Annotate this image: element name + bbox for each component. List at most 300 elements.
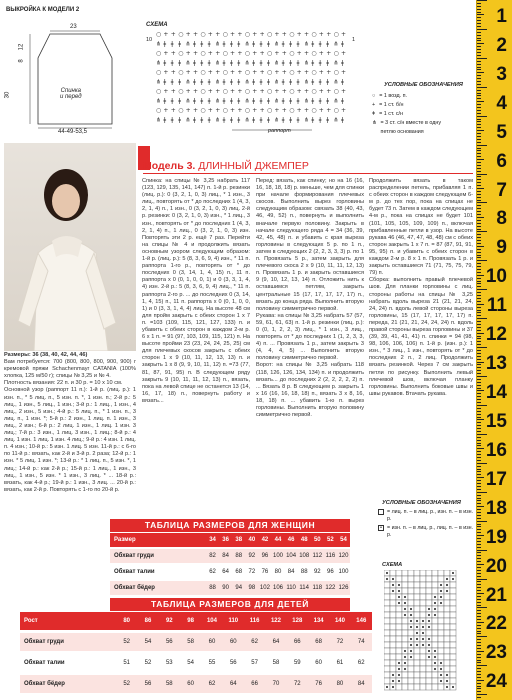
- chart-cell: [444, 600, 450, 606]
- purl-dot: [398, 674, 400, 676]
- table-header-row: [110, 533, 350, 547]
- scheme-stitch: +: [163, 107, 169, 114]
- scheme-stitch: ⋔: [333, 78, 339, 86]
- table-cell: 110: [228, 618, 239, 624]
- table-cell: 52: [123, 681, 130, 687]
- ruler-tick: [477, 535, 484, 536]
- ruler-tick: [477, 498, 481, 499]
- scheme-stitch: ǂ: [289, 40, 292, 48]
- table-cell: 42: [261, 537, 269, 543]
- scheme-stitch: ⋔: [333, 116, 339, 124]
- scheme-stitch: +: [304, 31, 310, 38]
- chart-cell: [384, 654, 390, 660]
- scheme-stitch: +: [326, 69, 332, 76]
- ruler-tick: [477, 651, 484, 652]
- ruler-tick: [477, 87, 487, 88]
- ruler-tick: [477, 526, 481, 527]
- scheme-stitch: ǂ: [259, 59, 263, 67]
- ruler-tick: [477, 616, 481, 617]
- scheme-stitch: ⋔: [333, 40, 339, 48]
- purl-dot: [398, 590, 400, 592]
- chart-cell: [408, 600, 414, 606]
- ruler-tick: [477, 541, 481, 542]
- ruler-tick: [477, 312, 481, 313]
- table-cell: 54: [340, 537, 347, 543]
- ruler-tick: [477, 480, 481, 481]
- purl-dot: [428, 626, 430, 628]
- chart-cell: [450, 606, 456, 612]
- scheme-stitch: ǂ: [222, 78, 226, 86]
- chart-cell: [408, 630, 414, 636]
- purl-dot: [392, 674, 394, 676]
- scheme-stitch: ǂ: [296, 40, 300, 48]
- scheme-stitch: ǂ: [178, 59, 181, 67]
- chart-cell: [390, 642, 396, 648]
- table-cell: 140: [334, 618, 345, 624]
- table-cell: 84: [222, 553, 229, 559]
- purl-dot: [446, 674, 448, 676]
- scheme-stitch: ○: [244, 88, 251, 95]
- chart-cell: [426, 576, 432, 582]
- ruler-tick: [477, 252, 481, 253]
- scheme-stitch: ǂ: [259, 78, 263, 86]
- chart-cell: [414, 648, 420, 654]
- table-cell: 52: [123, 639, 130, 645]
- ruler-tick: [477, 385, 481, 386]
- scheme-stitch: +: [296, 107, 302, 114]
- ruler-tick: [477, 657, 481, 658]
- chart-cell: [432, 684, 438, 690]
- scheme-stitch: ǂ: [237, 97, 241, 105]
- ruler-tick: [477, 419, 484, 420]
- chart-cell: [438, 642, 444, 648]
- chart-cell: [432, 588, 438, 594]
- ruler-tick: [477, 130, 484, 131]
- purl-dot: [416, 638, 418, 640]
- scheme-stitch: ǂ: [230, 116, 233, 124]
- scheme-stitch: ○: [178, 88, 184, 95]
- scheme-stitch: +: [304, 88, 310, 95]
- scheme-stitch: ǂ: [281, 40, 285, 48]
- ruler-tick: [477, 283, 481, 284]
- ruler-tick: [477, 414, 481, 415]
- ruler-tick: [477, 17, 481, 18]
- ruler-tick: [477, 440, 481, 441]
- ruler-tick: [477, 295, 481, 296]
- purl-dot: [404, 608, 406, 610]
- scheme-stitch: +: [170, 50, 176, 57]
- table-row: [110, 549, 350, 563]
- ruler-tick: [477, 350, 481, 351]
- scheme-stitch: +: [207, 50, 213, 57]
- text-column-2: Перед: вязать, как спинку; но на 16 (16, 16, 18, 18, 18) р. меньше, чем для спинки при начале формирования плечевых скосов. Выполнить вырез горловины следующим образом: связать 38 (40, 43, 46, 49, 52) п., повернуть и выполнить вначале первую половину. Закрыть в начале следующего ряда 4 = 34 (36, 39, 42, 45, 48) п. и убавить с края выреза горловины в следующих 5 р. по 1 п., затем в следующих 2 (2, 2, 3, 3, 3) р. по 1 п. Провязать 5 р., затем закрыть для плечевого скоса 2 x 9 (10, 11, 11, 12, 13) п. Провязать 1 р. и закрыть оставшиеся 9 (9, 10, 12, 13, 14) п. Отложить нить к оставшимся петлям, закрыть центральные 15 (17, 17, 17, 17, 17) п., вязать до конца ряда. Выполнить вторую половину симметрично первой. Рукава: на спицы № 3,25 набрать 57 (57, 59, 61, 61, 63) п. 1-й р. резинки (лиц. р.): 0 (0, 1, 2, 2, 3) лиц., * 1 изн., 3 лиц., повторять от * до последних 1 (1, 2, 3, 3, 4) п. ... Провязать 1 р., затем закрыть 3 (4, 4, 4, 5) ... Выполнить вторую половину симметрично первой. Ворот: на спицы № 3,25 набрать 118 (118, 126, 126, 134, 134) п. и продолжить вязать... до последних 2 (2, 2, 2, 2, 2) п. ... Вязать 8 р. В следующем р. закрыть 1 х 16 (16, 16, 18, 18) п., вязать 3 х 8, 16, 18, 18) п. ... убавить 1-ю п. вырез горловины. Выполнить вторую половину симметрично первой.: [256, 178, 364, 419]
- purl-dot: [404, 602, 406, 604]
- purl-dot: [392, 578, 394, 580]
- scheme-stitch: ⋔: [244, 78, 250, 86]
- scheme-stitch: ⋔: [185, 59, 191, 67]
- chart-cell: [414, 600, 420, 606]
- scheme-stitch: ǂ: [311, 78, 315, 86]
- chart-cell: [420, 660, 426, 666]
- ruler-tick: [477, 515, 481, 516]
- ruler-tick: [477, 124, 481, 125]
- scheme-stitch: +: [296, 69, 302, 76]
- table-cell: 62: [251, 639, 258, 645]
- chart-cell: [390, 606, 396, 612]
- ruler-tick: [477, 61, 481, 62]
- scheme-stitch: ǂ: [178, 40, 181, 48]
- women-table-title: ТАБЛИЦА РАЗМЕРОВ ДЛЯ ЖЕНЩИН: [110, 519, 350, 532]
- chart-cell: [414, 612, 420, 618]
- chart-cell: [450, 630, 456, 636]
- chart-cell: [444, 612, 450, 618]
- scheme-stitch: ǂ: [170, 78, 174, 86]
- scheme-stitch: +: [163, 50, 169, 57]
- chart-cell: [384, 624, 390, 630]
- purl-dot: [434, 614, 436, 616]
- piece-label: Спинка и перед: [60, 88, 82, 100]
- scheme-stitch: ǂ: [163, 116, 167, 124]
- chart-cell: [402, 618, 408, 624]
- table-cell: 98: [248, 585, 256, 591]
- scheme-stitch: ǂ: [318, 59, 322, 67]
- table-cell: 118: [312, 585, 323, 591]
- ruler-tick: [477, 503, 481, 504]
- ruler-number: 15: [485, 410, 507, 432]
- scheme-stitch: ǂ: [163, 59, 167, 67]
- scheme-stitch: +: [163, 31, 169, 38]
- scheme-stitch: +: [193, 88, 199, 95]
- ruler-number: 6: [496, 150, 507, 172]
- ruler-tick: [477, 622, 484, 623]
- ruler-tick: [477, 489, 481, 490]
- ruler-tick: [477, 356, 481, 357]
- ruler-tick: [477, 639, 481, 640]
- chart-cell: [396, 612, 402, 618]
- ruler-tick: [477, 610, 481, 611]
- ruler-tick: [477, 217, 484, 218]
- scheme-stitch: ⋔: [244, 97, 250, 105]
- ruler-tick: [477, 631, 481, 632]
- ruler-tick: [477, 445, 481, 446]
- chart-cell: [384, 666, 390, 672]
- table-cell: 126: [338, 585, 349, 591]
- table-header-row: [20, 612, 372, 630]
- scheme-stitch: +: [237, 69, 243, 76]
- scheme-stitch: ○: [244, 107, 251, 114]
- purl-dot: [428, 638, 430, 640]
- scheme-stitch: +: [281, 50, 287, 57]
- ruler-tick: [477, 72, 484, 73]
- chart-cell: [396, 684, 402, 690]
- ruler-tick: [477, 471, 481, 472]
- table-cell: 106: [273, 585, 284, 591]
- scheme-stitch: ǂ: [259, 97, 263, 105]
- ruler-tick: [477, 555, 481, 556]
- legend-item: = 1 возд. п.: [379, 93, 408, 99]
- scheme-stitch: ǂ: [341, 40, 344, 48]
- scheme-stitch: ǂ: [170, 40, 174, 48]
- table-cell: 128: [292, 618, 303, 624]
- scheme-stitch: +: [304, 107, 310, 114]
- ruler-tick: [477, 454, 481, 455]
- ruler-number: 1: [496, 6, 507, 27]
- ruler-tick: [477, 162, 481, 163]
- ruler-tick: [477, 602, 481, 603]
- chart-cell: [402, 576, 408, 582]
- scheme-stitch: ǂ: [341, 59, 344, 67]
- ruler-tick: [477, 668, 481, 669]
- scheme-stitch: +: [252, 107, 258, 114]
- chart-cell: [408, 588, 414, 594]
- scheme-stitch: ⋔: [274, 78, 280, 86]
- scheme-stitch: ǂ: [163, 78, 167, 86]
- chart-cell: [426, 630, 432, 636]
- scheme-stitch: ⋔: [244, 116, 250, 124]
- scheme-stitch: ǂ: [267, 78, 270, 86]
- purl-dot: [428, 644, 430, 646]
- purl-dot: [392, 680, 394, 682]
- purl-dot: [392, 686, 394, 688]
- scheme-stitch: ǂ: [222, 59, 226, 67]
- scheme-row-end: 1: [352, 37, 356, 43]
- scheme-stitch: +: [170, 69, 176, 76]
- table-cell: 64: [272, 639, 280, 645]
- ruler-tick: [477, 55, 481, 56]
- ruler-tick: [477, 289, 487, 290]
- ruler-tick: [477, 165, 481, 166]
- legend-bottom-list: [378, 509, 474, 539]
- ruler-tick: [477, 584, 481, 585]
- table-row: [20, 633, 372, 651]
- ruler-tick: [477, 298, 481, 299]
- purl-dot: [446, 590, 448, 592]
- table-cell: 36: [222, 537, 229, 543]
- chart-cell: [426, 588, 432, 594]
- chart-cell: [432, 672, 438, 678]
- ruler-number: 14: [485, 382, 507, 404]
- crochet-scheme: [152, 30, 352, 135]
- ruler-tick: [477, 576, 481, 577]
- ruler-tick: [477, 579, 487, 580]
- table-cell: 86: [144, 618, 152, 624]
- table-cell: 100: [338, 569, 349, 575]
- chart-cell: [444, 642, 450, 648]
- table-cell: 59: [293, 660, 301, 666]
- ruler-tick: [477, 483, 481, 484]
- scheme-stitch: ○: [267, 107, 273, 114]
- dc3-icon: ⋔: [372, 120, 377, 126]
- scheme-bottom-label: СХЕМА: [382, 562, 403, 568]
- ruler-tick: [477, 327, 481, 328]
- table-cell: 68: [315, 639, 322, 645]
- purl-dot: [434, 656, 436, 658]
- row-label: Обхват талии: [114, 569, 155, 575]
- chart-cell: [414, 594, 420, 600]
- scheme-stitch: ǂ: [252, 40, 255, 48]
- chart-cell: [426, 600, 432, 606]
- ruler-tick: [477, 388, 481, 389]
- scheme-stitch: +: [326, 31, 332, 38]
- table-cell: 54: [144, 639, 152, 645]
- ruler-number: 2: [496, 34, 507, 56]
- ruler-tick: [477, 208, 481, 209]
- chart-cell: [420, 576, 426, 582]
- table-cell: 104: [286, 553, 297, 559]
- scheme-stitch: ○: [333, 31, 339, 38]
- ruler-tick: [477, 23, 481, 24]
- ruler-tick: [477, 52, 481, 53]
- purl-dot: [434, 668, 436, 670]
- scheme-stitch: ǂ: [318, 78, 322, 86]
- ruler-tick: [477, 671, 481, 672]
- ruler-number: 13: [485, 353, 507, 375]
- ruler-tick: [477, 390, 484, 391]
- chart-cell: [384, 642, 390, 648]
- chart-cell: [438, 684, 444, 690]
- scheme-stitch: ǂ: [193, 97, 196, 105]
- scheme-stitch: ○: [156, 69, 162, 76]
- model-name: ДЛИННЫЙ ДЖЕМПЕР: [195, 160, 309, 172]
- table-cell: 80: [274, 569, 282, 575]
- scheme-stitch: +: [274, 31, 280, 38]
- chart-cell: [390, 624, 396, 630]
- chart-cell: [414, 588, 420, 594]
- scheme-stitch: ǂ: [252, 97, 255, 105]
- legend-bottom-title: УСЛОВНЫЕ ОБОЗНАЧЕНИЯ: [382, 500, 461, 506]
- scheme-stitch: +: [281, 31, 287, 38]
- ruler-number: 9: [496, 237, 507, 259]
- ruler-tick: [477, 95, 481, 96]
- scheme-stitch: +: [341, 69, 347, 76]
- table-cell: 61: [336, 660, 344, 666]
- scheme-stitch: +: [230, 50, 236, 57]
- table-cell: 56: [165, 639, 173, 645]
- chart-cell: [414, 570, 420, 576]
- ruler-tick: [477, 593, 484, 594]
- chart-cell: [390, 654, 396, 660]
- model-number: Модель 3.: [143, 160, 196, 172]
- purl-dot: [428, 620, 430, 622]
- ruler-tick: [477, 58, 487, 59]
- chart-cell: [444, 648, 450, 654]
- chart-cell: [390, 618, 396, 624]
- scheme-stitch: ⋔: [215, 78, 221, 86]
- table-cell: 76: [261, 569, 269, 575]
- chart-cell: [408, 678, 414, 684]
- chart-cell: [444, 654, 450, 660]
- table-cell: 40: [248, 537, 256, 543]
- scheme-stitch: +: [341, 50, 347, 57]
- ruler-tick: [477, 310, 481, 311]
- ruler-tick: [477, 524, 481, 525]
- scheme-stitch: ○: [156, 50, 162, 57]
- scheme-stitch: ǂ: [267, 97, 270, 105]
- ruler-number: 20: [485, 555, 507, 577]
- chart-cell: [444, 666, 450, 672]
- scheme-stitch: +: [252, 88, 258, 95]
- purl-dot: [398, 602, 400, 604]
- table-cell: 64: [229, 681, 237, 687]
- ruler-tick: [477, 174, 487, 175]
- scheme-stitch: ǂ: [178, 78, 181, 86]
- purl-dot: [446, 584, 448, 586]
- scheme-stitch: +: [259, 50, 265, 57]
- ruler-tick: [477, 257, 481, 258]
- scheme-stitch: ǂ: [207, 78, 211, 86]
- dim-12: 12: [18, 43, 25, 51]
- scheme-stitch: ǂ: [200, 59, 204, 67]
- chart-cell: [414, 654, 420, 660]
- chart-cell: [402, 588, 408, 594]
- chart-cell: [384, 678, 390, 684]
- chart-cell: [438, 618, 444, 624]
- ruler-tick: [477, 486, 481, 487]
- ruler-tick: [477, 359, 481, 360]
- chart-cell: [390, 600, 396, 606]
- scheme-stitch: ○: [311, 69, 317, 76]
- ruler-tick: [477, 509, 481, 510]
- ruler-tick: [477, 587, 481, 588]
- scheme-stitch: ǂ: [311, 97, 315, 105]
- scheme-stitch: +: [207, 88, 213, 95]
- scheme-stitch: ○: [333, 107, 339, 114]
- table-cell: 60: [229, 639, 237, 645]
- ruler-number: 5: [496, 121, 507, 143]
- chart-cell: [450, 666, 456, 672]
- ruler-tick: [477, 214, 481, 215]
- ruler-tick: [477, 558, 481, 559]
- purl-dot: [422, 620, 424, 622]
- table-cell: 38: [235, 537, 243, 543]
- table-cell: 134: [313, 618, 324, 624]
- purl-dot: [410, 620, 412, 622]
- ruler-tick: [477, 431, 481, 432]
- ruler-tick: [477, 550, 487, 551]
- chart-cell: [402, 582, 408, 588]
- ruler-tick: [477, 338, 481, 339]
- scheme-stitch: ○: [267, 50, 273, 57]
- ruler-tick: [477, 330, 481, 331]
- ruler-tick: [477, 315, 481, 316]
- chart-cell: [438, 648, 444, 654]
- ruler-tick: [477, 194, 481, 195]
- scheme-stitch: ǂ: [281, 97, 285, 105]
- purl-square-icon: •: [378, 525, 384, 531]
- legend-top-list: [372, 92, 472, 137]
- ruler-tick: [477, 286, 481, 287]
- table-cell: 60: [187, 681, 194, 687]
- scheme-stitch: ○: [222, 31, 228, 38]
- scheme-stitch: ǂ: [289, 97, 292, 105]
- ruler-tick: [477, 642, 481, 643]
- dim-30: 30: [4, 91, 11, 99]
- chart-cell: [426, 570, 432, 576]
- ruler-tick: [477, 691, 481, 692]
- ruler-tick: [477, 304, 484, 305]
- ruler-tick: [477, 148, 481, 149]
- ruler-tick: [477, 688, 481, 689]
- table-cell: 92: [313, 569, 321, 575]
- table-cell: 92: [165, 618, 173, 624]
- ruler-tick: [477, 168, 481, 169]
- purl-dot: [416, 644, 418, 646]
- purl-dot: [410, 626, 412, 628]
- chart-cell: [414, 576, 420, 582]
- dim-23: 23: [70, 24, 77, 30]
- ruler-tick: [477, 249, 481, 250]
- ruler-tick: [477, 648, 481, 649]
